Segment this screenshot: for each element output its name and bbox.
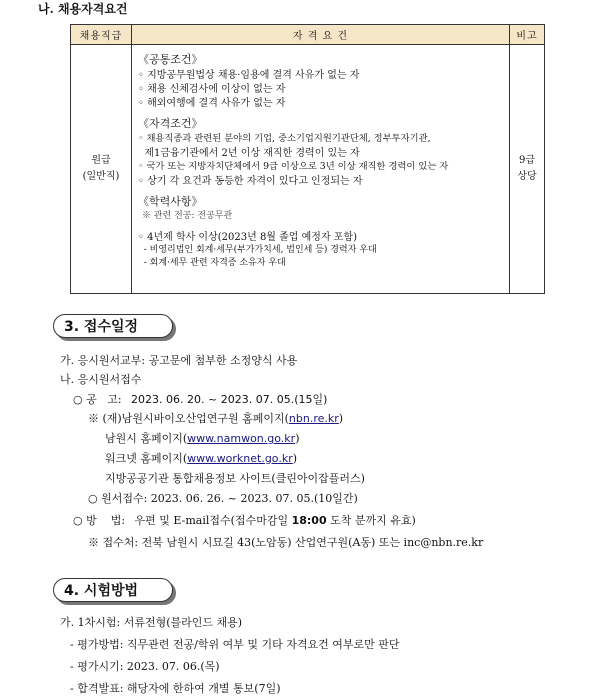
method-label: ○ 방 법: — [73, 514, 126, 527]
site-row-4: 지방공공기관 통합채용정보 사이트(클린아이잡플러스) — [105, 472, 365, 485]
edu-item: ◦ 4년제 학사 이상(2023년 8월 졸업 예정자 포함) — [138, 232, 358, 243]
site-row-3 — [105, 450, 297, 466]
s3-na: 나. 응시원서접수 — [60, 373, 142, 386]
paren: ) — [338, 412, 344, 425]
edu-title: 《학력사항》 — [138, 195, 203, 208]
method-row — [73, 512, 416, 528]
site-3-label: 워크넷 홈페이지( — [105, 452, 188, 465]
note-grade: 9급 — [518, 155, 536, 166]
qual-item: 제1금융기관에서 2년 이상 재직한 경력이 있는 자 — [138, 148, 360, 159]
site-1-label: ※ (재)남원시바이오산업연구원 홈페이지( — [88, 412, 289, 425]
site-3-link[interactable]: www.worknet.go.kr — [187, 452, 293, 465]
notice-row — [73, 391, 327, 407]
address-line: ※ 접수처: 전북 남원시 시묘길 43(노암동) 산업연구원(A동) 또는 inc@nbn.re.kr — [88, 536, 484, 549]
header-note: 비고 — [510, 25, 545, 45]
apply-period: ○ 원서접수: 2023. 06. 26. ~ 2023. 07. 05.(10일간) — [88, 492, 358, 505]
requirements-table — [70, 24, 545, 294]
header-requirements: 자 격 요 건 — [132, 25, 510, 45]
common-item: ◦ 지방공무원법상 채용·임용에 결격 사유가 없는 자 — [138, 70, 360, 81]
site-2-label: 남원시 홈페이지( — [105, 432, 188, 445]
common-title: 《공통조건》 — [138, 53, 203, 66]
site-row-1 — [88, 410, 343, 426]
qual-item: ◦ 채용직종과 관련된 분야의 기업, 중소기업지원기관단체, 정부투자기관, — [138, 133, 431, 144]
section-title-requirements: 나. 채용자격요건 — [38, 2, 128, 16]
qual-item: ◦ 국가 또는 지방자치단체에서 9급 이상으로 3년 이상 재직한 경력이 있는 자 — [138, 161, 449, 172]
common-item: ◦ 해외여행에 결격 사유가 없는 자 — [138, 98, 286, 109]
edu-item: - 비영리법인 회계·세무(부가가치세, 법인세 등) 경력자 우대 — [138, 245, 377, 255]
method-value-start: 우편 및 E-mail접수(접수마감일 — [134, 514, 292, 527]
note-cell — [510, 45, 545, 294]
grade-sub-label: (일반직) — [82, 171, 120, 182]
paren: ) — [295, 432, 300, 445]
s4-item: - 평가시기: 2023. 07. 06.(목) — [70, 660, 220, 673]
edu-item: - 회계·세무 관련 자격증 소유자 우대 — [138, 258, 286, 268]
s4-item: - 평가방법: 직무관련 전공/학위 여부 및 기타 자격요건 여부로만 판단 — [70, 638, 400, 651]
note-equiv: 상당 — [517, 171, 537, 182]
grade-label: 원급 — [91, 155, 111, 166]
requirements-cell — [132, 45, 510, 294]
table-row — [71, 45, 545, 294]
table-header-row — [71, 25, 545, 45]
qual-item: ◦ 상기 각 요건과 동등한 자격이 있다고 인정되는 자 — [138, 176, 363, 187]
method-value-end: 도착 분까지 유효) — [326, 514, 416, 527]
site-2-link[interactable]: www.namwon.go.kr — [187, 432, 296, 445]
section-3-title: 3. 접수일정 — [53, 314, 173, 338]
s4-ga: 가. 1차시험: 서류전형(블라인드 채용) — [60, 616, 243, 629]
edu-note: ※ 관련 전공: 전공무관 — [142, 211, 233, 221]
s4-item: - 합격발표: 해당자에 한하여 개별 통보(7일) — [70, 682, 281, 695]
notice-period: 2023. 06. 20. ~ 2023. 07. 05.(15일) — [131, 393, 328, 406]
site-1-link[interactable]: nbn.re.kr — [288, 412, 339, 425]
grade-cell — [71, 45, 132, 294]
paren: ) — [292, 452, 298, 465]
header-grade: 채용직급 — [71, 25, 132, 45]
s3-ga: 가. 응시원서교부: 공고문에 첨부한 소정양식 사용 — [60, 354, 298, 367]
section-4-title: 4. 시험방법 — [53, 578, 173, 602]
site-row-2 — [105, 430, 299, 446]
common-item: ◦ 채용 신체검사에 이상이 없는 자 — [138, 84, 286, 95]
qual-title: 《자격조건》 — [138, 117, 203, 130]
notice-label: ○ 공 고: — [73, 393, 122, 406]
deadline-time: 18:00 — [291, 514, 327, 527]
